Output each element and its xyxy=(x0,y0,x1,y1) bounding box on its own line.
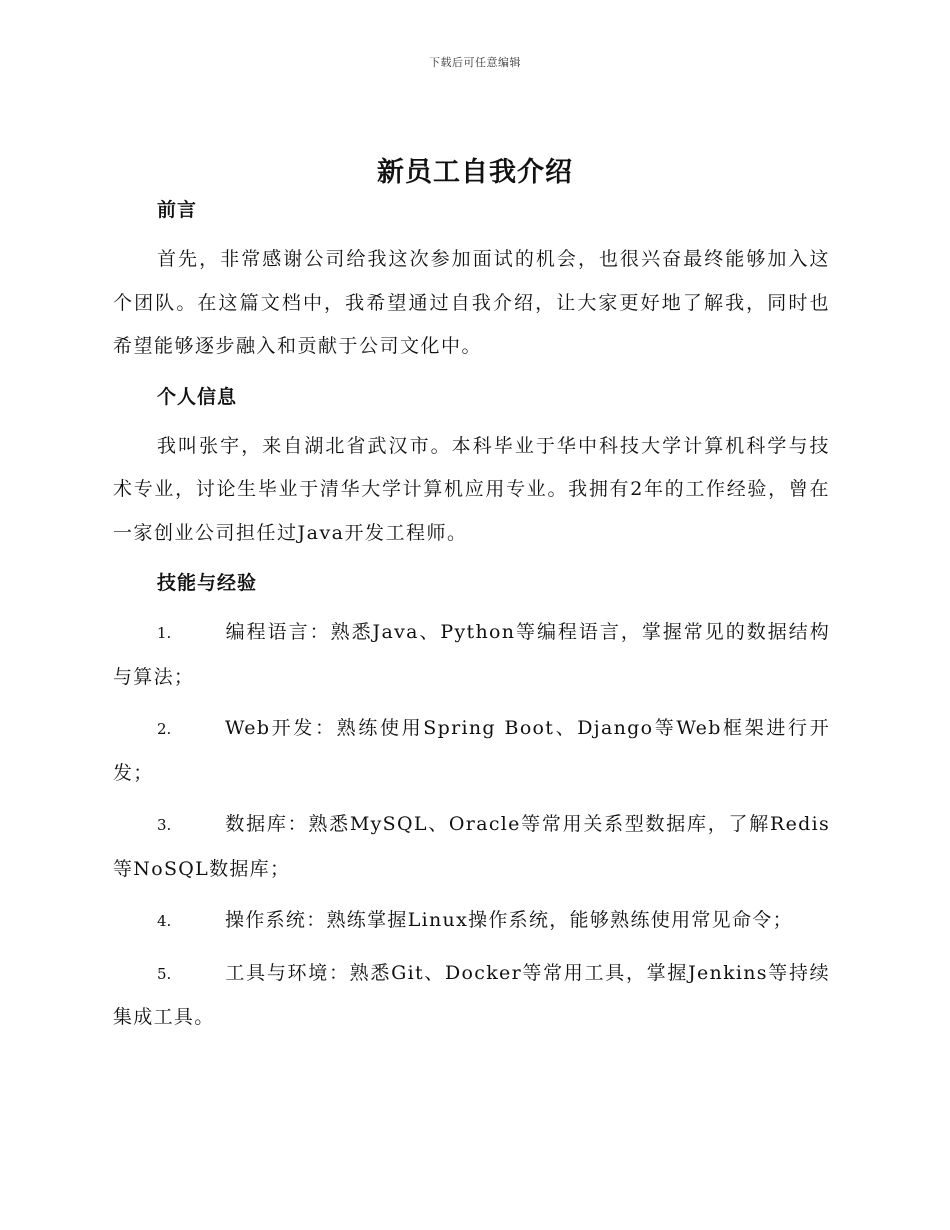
personal-info-paragraph: 我叫张宇，来自湖北省武汉市。本科毕业于华中科技大学计算机科学与技术专业，讨论生毕业于清华大学计算机应用专业。我拥有2年的工作经验，曾在一家创业公司担任过Java开发工程师。 xyxy=(113,434,830,544)
list-item xyxy=(113,899,830,944)
list-item-text: 数据库：熟悉MySQL、Oracle等常用关系型数据库，了解Redis等NoSQL数据库； xyxy=(113,813,830,880)
list-item-number: 5. xyxy=(157,964,172,983)
list-item-text: 操作系统：熟练掌握Linux操作系统，能够熟练使用常见命令； xyxy=(225,909,793,931)
list-item xyxy=(113,707,830,795)
list-item-number: 1. xyxy=(157,624,172,642)
list-item-number: 4. xyxy=(157,912,172,930)
skills-list xyxy=(113,611,830,1040)
list-item xyxy=(113,611,830,699)
list-item-number: 2. xyxy=(157,720,172,738)
section-heading-skills: 技能与经验 xyxy=(157,572,258,594)
page-header-note: 下载后可任意编辑 xyxy=(429,56,521,69)
list-item-text: 工具与环境：熟悉Git、Docker等常用工具，掌握Jenkins等持续集成工具。 xyxy=(113,961,830,1028)
list-item-number: 3. xyxy=(157,816,172,834)
list-item xyxy=(113,803,830,891)
list-item-text: Web开发：熟练使用Spring Boot、Django等Web框架进行开发； xyxy=(113,717,830,784)
document-body xyxy=(113,190,830,1048)
section-heading-preface: 前言 xyxy=(157,199,198,221)
preface-paragraph: 首先，非常感谢公司给我这次参加面试的机会，也很兴奋最终能够加入这个团队。在这篇文档中，我希望通过自我介绍，让大家更好地了解我，同时也希望能够逐步融入和贡献于公司文化中。 xyxy=(113,248,830,357)
list-item xyxy=(113,952,830,1040)
list-item-text: 编程语言：熟悉Java、Python等编程语言，掌握常见的数据结构与算法； xyxy=(113,621,830,688)
section-heading-personal-info: 个人信息 xyxy=(157,385,238,408)
document-title: 新员工自我介绍 xyxy=(377,157,573,188)
